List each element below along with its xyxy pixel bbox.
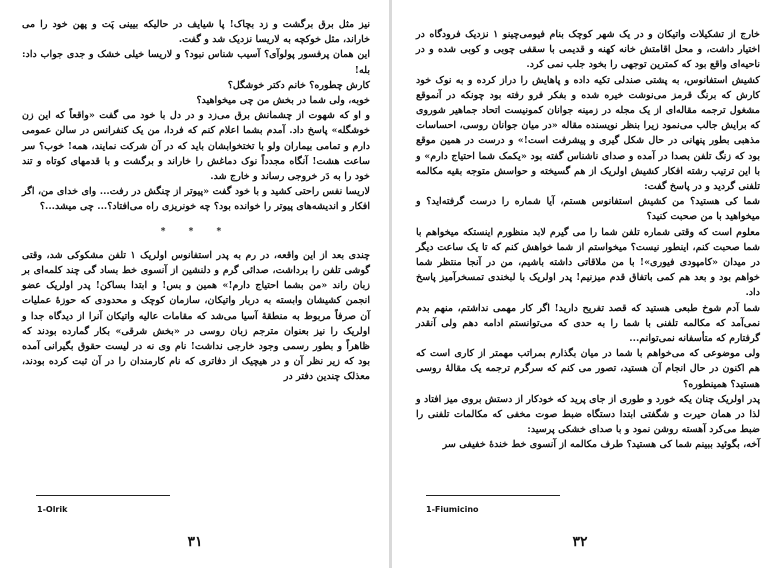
paragraph: ولی موضوعی که می‌خواهم با شما در میان بگذارم بمراتب مهمتر از کاری است که هم اکنون در حال انجام آن هستید، تصور می کنم که سرگرم ترجمه یک مقالهٔ روسی هستید؟ همینطوره؟ [416,348,760,390]
paragraph: چندی بعد از این واقعه، در رم به پدر استفانوس اولریک ۱ تلفن مشکوکی شد، وقتی گوشی تلفن را برداشت، صدائی گرم و دلنشین از آنسوی خط بساد گی چند کلمه‌ای بر زبان راند «من بشما احتیاج دارم!» همین و بس! و ابتدا بساکن! پدر اولریک عضو انجمن کشیشان وابسته به دربار واتیکان، سازمان کوچک و محدودی که حوزهٔ عملیات آن صرفاً مربوط به منطقهٔ آسیا می‌شد که مقامات عالیه واتیکان آنرا از دیدگاه جدا و اولریک را نیز بعنوان مترجم زبان روسی در «بخش شرقی» بکار گمارده بودند که ظاهراً و بطور رسمی وجود خارجی نداشت! نام وی نه در لیست حقوق بگیرانی آمده بود که زیر نظر آن و در هیچیک از دفاتری که نام کارمندان را در آن ثبت کرده بودند، معذلک چندین دفتر در [22,249,370,383]
footnote: 1-Fiumicino [426,505,479,514]
section-separator: * * * [160,226,232,237]
paragraph: کشیش استفانوس، به پشتی صندلی تکیه داده و پاهایش را دراز کرده و به نوک خود کارش که برنگ قرمز می‌نوشت خیره شده و بفکر فرو رفته بود چونکه در آنموقع مشغول ترجمه مقاله‌ای از یک مجله در زمینه جوانان کمونیست اتحاد جماهیر شوروی که برایش جالب می‌نمود زیرا بنظر نویسنده مقاله «در میان جوانان روسی، احساسات مذهبی بطور پنهانی در حال شکل گیری و پیشرفت است!» و درست در همین موقع بود که زنگ تلفن بصدا در آمده و صدای ناشناس گفته بود «یکمک شما احتیاج دارم» و با این ترتیب رشته افکار کشیش اولریک از هم گسیخته و حواسش متوجه بقیه مکالمه تلفنی گردید و در پاسخ گفت: [416,74,760,193]
paragraph: خوبه، ولی شما در بخش من چی میخواهید؟ [196,95,370,107]
footnote-rule [426,495,560,496]
paragraph: این همان پرفسور پولوآی؟ آسیب شناس نبود؟ و لاریسا خیلی خشک و جدی جواب داد: بله! [22,49,370,76]
left-page-body [22,17,370,385]
paragraph: لاریسا نفس راحتی کشید و با خود گفت «پیوتر از چنگش در رفت... وای خدای من، اگر افکار و اندیشه‌های پیوتر را خوانده بود؟ چه خونریزی راه می‌افتاد؟... چی میشد...؟ [22,186,370,213]
paragraph: پدر اولریک چنان یکه خورد و طوری از جای پرید که خودکار از دستش بروی میز افتاد و لذا در همان حیرت و شگفتی ابتدا دستگاه ضبط صوت مخفی که مکالمات تلفنی را ضبط می‌کرد آهسته روشن نمود و با صدای خشکی پرسید: [416,393,760,436]
paragraph: کارش چطوره؟ خانم دکتر خوشگل؟ [227,79,370,91]
page-number: ۳۱ [187,534,203,550]
footnote: 1-Olrik [37,505,68,514]
paragraph: آخه، بگوئید ببینم شما کی هستید؟ طرف مکالمه از آنسوی خط خندهٔ خفیفی سر [442,439,760,451]
page-number: ۳۲ [572,534,588,550]
paragraph: نیز مثل برق برگشت و زد بچاک! پا شیایف در حالیکه بیینی پَت و پهن خود را می خاراند، مثل خوکچه به لاریسا نزدیک شد و گفت. [22,19,370,46]
paragraph: شما کی هستید؟ من کشیش استفانوس هستم، آیا شماره را درست گرفته‌اید؟ و میخواهید با من صحبت کنید؟ [416,196,760,223]
footnote-rule [36,495,170,496]
right-page [392,0,781,568]
paragraph: و او که شهوت از چشمانش برق می‌زد و در دل با خود می گفت «واقعاً که این زن خوشگله» پاسخ داد. آمدم بشما اعلام کنم که فردا، من یک کنفرانس در سالن عمومی دارم و تمامی بیماران ولو با تختخوابشان باید که در آن شرکت نمایند، همه! خوب؟ سر ساعت هشت! آنگاه مجدداً نوک دماغش را خاراند و برگشت و با قدمهای کوتاه و تند خود را به دَر خروجی رساند و خارج شد. [22,110,370,183]
paragraph: شما آدم شوخ طبعی هستید که قصد تفریح دارید! اگر کار مهمی نداشتم، منهم بدم نمی‌آمد که مکالمه تلفنی با شما را به حدی که می‌توانستم ادامه دهم ولی آنقدر گرفتارم که متأسفانه نمی‌توانم... [416,302,760,345]
left-page [0,0,389,568]
right-page-body [416,27,760,453]
paragraph: خارج از تشکیلات واتیکان و در یک شهر کوچک بنام فیومی‌چینو ۱ نزدیک فرودگاه در اختیار داشت، و محل اقامتش خانه کهنه و قدیمی با سقفی چوبی و کوبی شده و در ناحیه‌ای واقع بود که کمترین توجهی را بخود جلب نمی کرد. [416,29,760,71]
paragraph: معلوم است که وقتی شماره تلفن شما را می گیرم لابد منظورم اینستکه میخواهم با شما صحبت کنم، اینطور نیست؟ میخواستم از شما خواهش کنم که تا یک ساعت دیگر در میدان «کامپودی فیوری»! با من ملاقاتی داشته باشیم، من در آنجا منتظر شما خواهم بود و بعد هم کمی باتفاق قدم میزنیم! پدر اولریک با لبخندی تمسخرآمیز پاسخ داد. [416,226,760,299]
